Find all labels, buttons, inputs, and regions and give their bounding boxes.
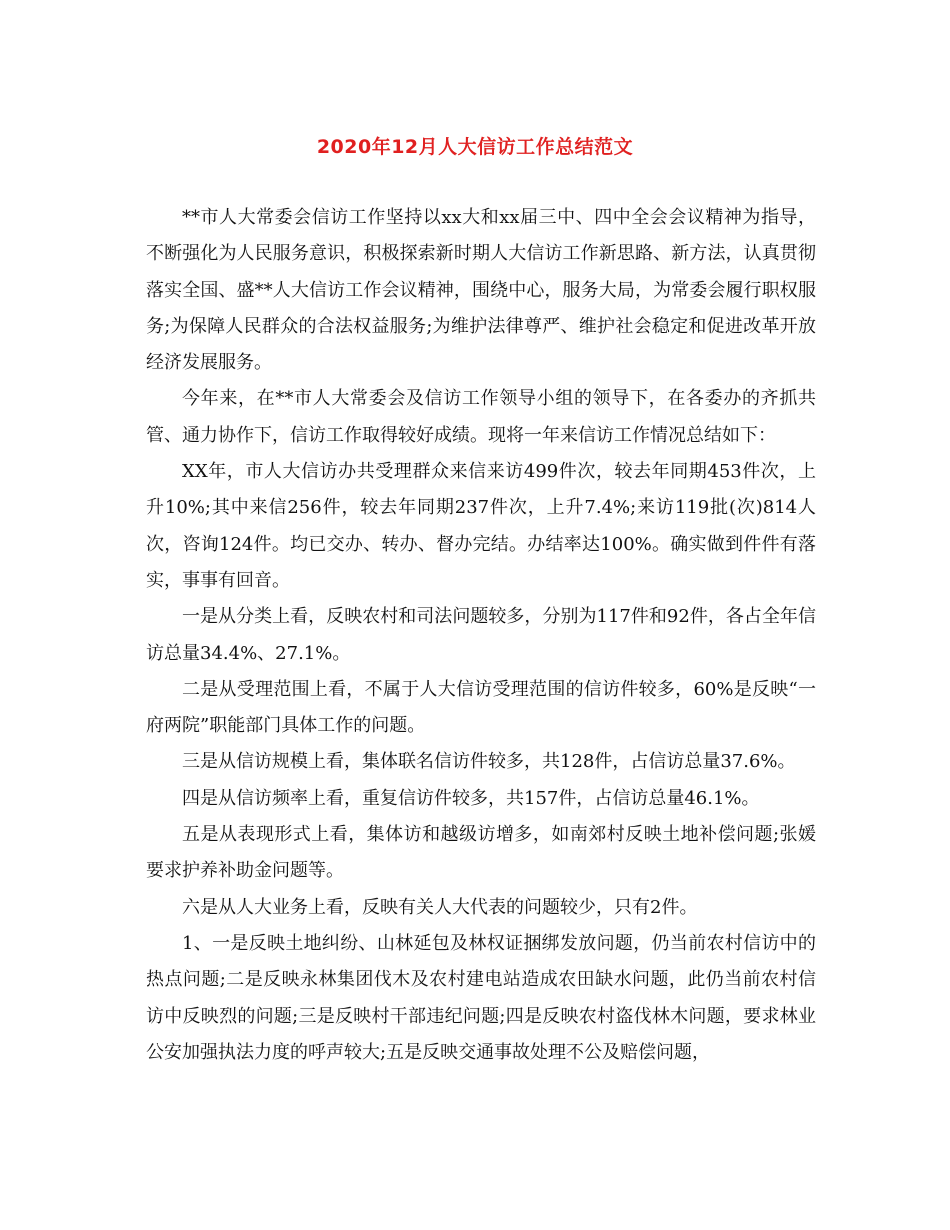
paragraph-intro: **市人大常委会信访工作坚持以xx大和xx届三中、四中全会会议精神为指导，不断强化为人民服务意识，积极探索新时期人大信访工作新思路、新方法，认真贯彻落实全国、盛**人大信访工作会议精神，围绕中心，服务大局，为常委会履行职权服务;为保障人民群众的合法权益服务;为维护法律尊严、维护社会稳定和促进改革开放经济发展服务。 [146, 207, 816, 374]
document-body [146, 200, 816, 1071]
document-title: 2020年12月人大信访工作总结范文 [316, 136, 634, 158]
paragraph-statistics: XX年，市人大信访办共受理群众来信来访499件次，较去年同期453件次，上升10%;其中来信256件，较去年同期237件次，上升7.4%;来访119批(次)814人次，咨询124件。均已交办、转办、督办完结。办结率达100%。确实做到件件有落实，事事有回音。 [146, 461, 816, 591]
paragraph-summary-lead: 今年来，在**市人大常委会及信访工作领导小组的领导下，在各委办的齐抓共管、通力协作下，信访工作取得较好成绩。现将一年来信访工作情况总结如下： [146, 388, 816, 446]
paragraph-point-6: 六是从人大业务上看，反映有关人大代表的问题较少，只有2件。 [182, 896, 698, 918]
paragraph-point-3: 三是从信访规模上看，集体联名信访件较多，共128件，占信访总量37.6%。 [182, 751, 796, 773]
paragraph-point-5: 五是从表现形式上看，集体访和越级访增多，如南郊村反映土地补偿问题;张媛要求护养补助金问题等。 [146, 824, 816, 882]
paragraph-point-1: 一是从分类上看，反映农村和司法问题较多，分别为117件和92件，各占全年信访总量34.4%、27.1%。 [146, 606, 816, 664]
paragraph-point-4: 四是从信访频率上看，重复信访件较多，共157件，占信访总量46.1%。 [182, 787, 760, 809]
paragraph-item-1: 1、一是反映土地纠纷、山林延包及林权证捆绑发放问题，仍当前农村信访中的热点问题;二是反映永林集团伐木及农村建电站造成农田缺水问题，此仍当前农村信访中反映烈的问题;三是反映村干部违纪问题;四是反映农村盗伐林木问题，要求林业公安加强执法力度的呼声较大;五是反映交通事故处理不公及赔偿问题， [146, 932, 816, 1063]
paragraph-point-2: 二是从受理范围上看，不属于人大信访受理范围的信访件较多，60%是反映“一府两院”职能部门具体工作的问题。 [146, 678, 816, 737]
